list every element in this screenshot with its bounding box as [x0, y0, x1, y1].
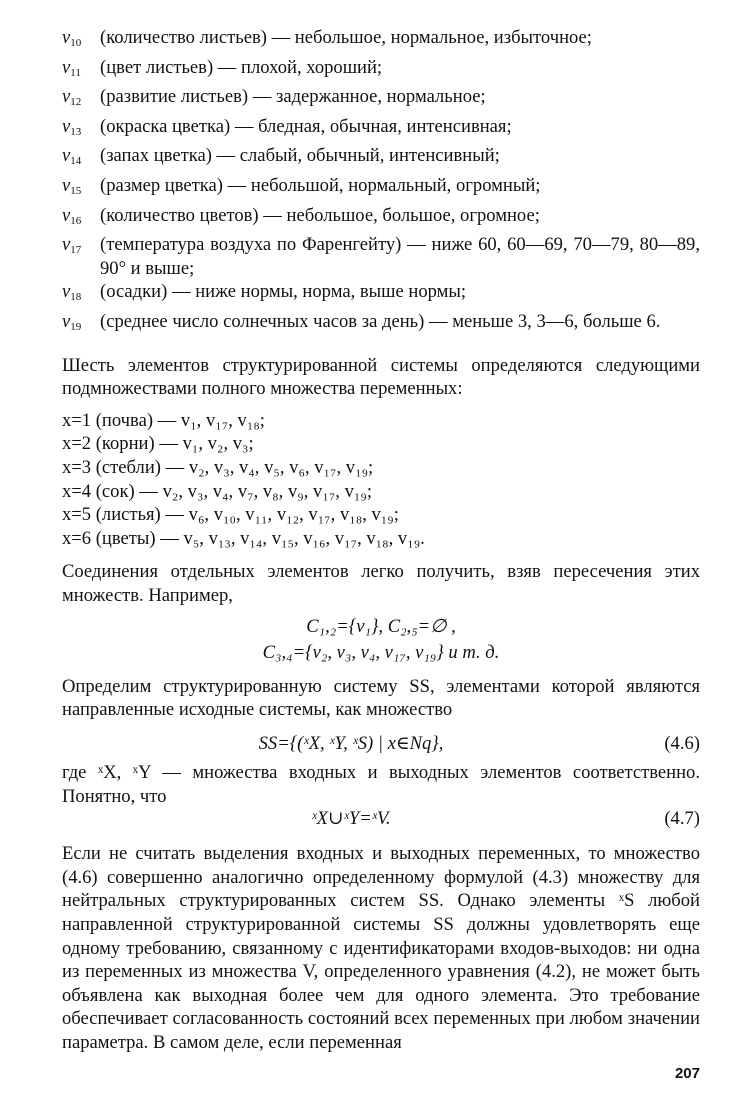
variable-text: (среднее число солнечных часов за день) — меньше 3, 3—6, больше 6.	[100, 310, 661, 332]
element-item: x=4 (сок) — v₂, v₃, v₄, v₇, v₈, v₉, v₁₇, v₁₉;	[62, 480, 373, 502]
equation-number: (4.7)	[664, 807, 700, 829]
variable-list	[62, 26, 700, 340]
paragraph: Определим структурированную систему SS, элементами которой являются направленные исходные системы, как множество	[62, 675, 700, 721]
equation-number: (4.6)	[664, 732, 700, 754]
paragraph: Если не считать выделения входных и выходных переменных, то множество (4.6) совершенно аналогично определенному формулой (4.3) множеству для нейтральных структурированных систем SS. Однако элементы ˣS любой направленной структурированной системы SS должны удовлетворять еще одному требованию, связанному с идентификаторами входов-выходов: ни одна из переменных из множества V, определенного уравнения (4.2), не может быть объявлена как выходная более чем для одного элемента. Это требование обеспечивает согласованность состояний всех переменных при любом значении параметра. В самом деле, если переменная	[62, 843, 700, 1053]
variable-text: (размер цветка) — небольшой, нормальный, огромный;	[100, 174, 541, 196]
variable-text: (окраска цветка) — бледная, обычная, интенсивная;	[100, 115, 512, 137]
equation-4-6	[62, 732, 700, 756]
variable-item: $v_{15}$ (размер цветка) — небольшой, нормальный, огромный;	[62, 174, 700, 204]
variable-item: $v_{17}$ (температура воздуха по Фаренгейту) — ниже 60, 60—69, 70—79, 80—89, 90° и выше;	[62, 234, 700, 279]
element-list	[62, 409, 700, 551]
element-item: x=2 (корни) — v₁, v₂, v₃;	[62, 433, 254, 455]
variable-text: (температура воздуха по Фаренгейту) — ниже 60, 60—69, 70—79, 80—89, 90° и выше;	[100, 234, 700, 279]
variable-text: (запах цветка) — слабый, обычный, интенсивный;	[100, 145, 500, 167]
variable-item: $v_{14}$ (запах цветка) — слабый, обычный, интенсивный;	[62, 144, 700, 174]
variable-item: $v_{18}$ (осадки) — ниже нормы, норма, выше нормы;	[62, 280, 700, 310]
paragraph: Соединения отдельных элементов легко получить, взяв пересечения этих множеств. Например,	[62, 561, 700, 606]
variable-text: (количество цветов) — небольшое, большое, огромное;	[100, 204, 540, 226]
element-item: x=1 (почва) — v₁, v₁₇, v₁₈;	[62, 409, 265, 431]
equation-body: ˣX∪ˣY=ˣV.	[311, 807, 391, 829]
equation-4-7	[62, 807, 700, 831]
page-number: 207	[674, 1065, 700, 1082]
element-item: x=5 (листья) — v₆, v₁₀, v₁₁, v₁₂, v₁₇, v₁₈, v₁₉;	[62, 504, 399, 526]
formula: C₃,₄={v₂, v₃, v₄, v₁₇, v₁₉} и т. д.	[262, 642, 500, 664]
element-item: x=3 (стебли) — v₂, v₃, v₄, v₅, v₆, v₁₇, v₁₉;	[62, 456, 374, 478]
variable-text: (осадки) — ниже нормы, норма, выше нормы;	[100, 281, 467, 303]
variable-item: $v_{12}$ (развитие листьев) — задержанное, нормальное;	[62, 85, 700, 115]
paragraph: Шесть элементов структурированной системы определяются следующими подмножествами полного множества переменных:	[62, 354, 700, 400]
variable-item: $v_{13}$ (окраска цветка) — бледная, обычная, интенсивная;	[62, 115, 700, 145]
variable-item: $v_{19}$ (среднее число солнечных часов за день) — меньше 3, 3—6, больше 6.	[62, 310, 700, 340]
equation-body: SS={(ˣX, ˣY, ˣS) | x∈Nq},	[258, 732, 444, 754]
paragraph: где ˣX, ˣY — множества входных и выходных элементов соответственно. Понятно, что	[62, 762, 700, 808]
variable-item: $v_{10}$ (количество листьев) — небольшое, нормальное, избыточное;	[62, 26, 700, 56]
variable-item: $v_{11}$ (цвет листьев) — плохой, хороший;	[62, 56, 700, 86]
variable-text: (развитие листьев) — задержанное, нормальное;	[100, 86, 486, 108]
variable-text: (количество листьев) — небольшое, нормальное, избыточное;	[100, 27, 592, 48]
element-item: x=6 (цветы) — v₅, v₁₃, v₁₄, v₁₅, v₁₆, v₁₇, v₁₈, v₁₉.	[62, 527, 425, 549]
variable-item: $v_{16}$ (количество цветов) — небольшое, большое, огромное;	[62, 204, 700, 234]
variable-text: (цвет листьев) — плохой, хороший;	[100, 56, 383, 78]
formula: C₁,₂={v₁}, C₂,₅=∅ ,	[306, 616, 456, 638]
